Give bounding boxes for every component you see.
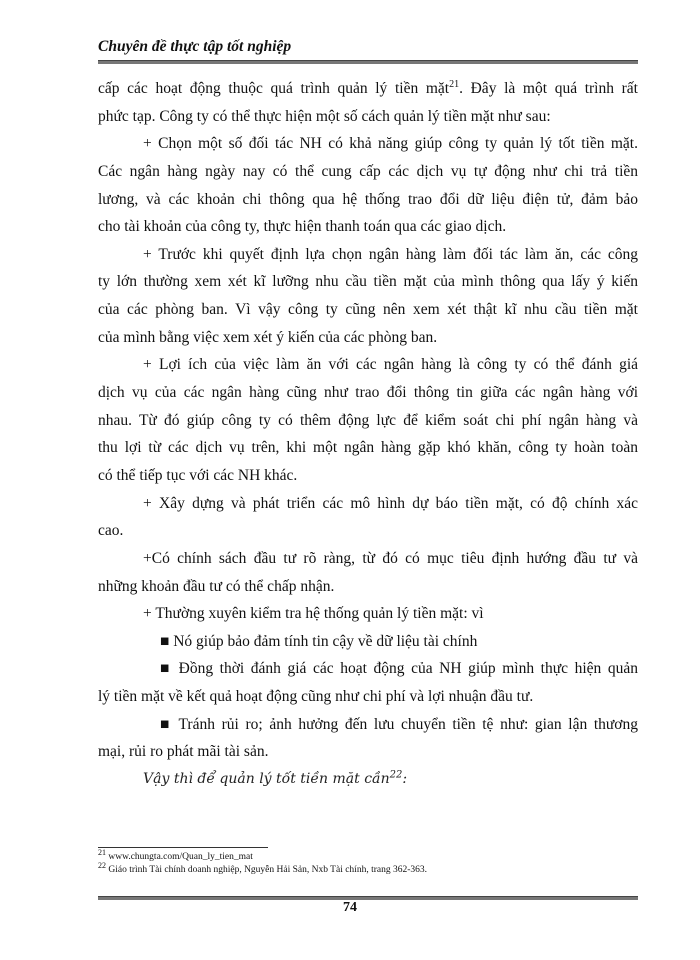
bullet-item: ■ Đồng thời đánh giá các hoạt động của NH giúp mình thực hiện quản (160, 660, 638, 678)
text-line: lý tiền mặt về kết quả hoạt động cũng như chi phí và lợi nhuận đầu tư. (98, 688, 534, 706)
text-line: những khoản đầu tư có thể chấp nhận. (98, 577, 335, 595)
footnote-text: Giáo trình Tài chính doanh nghiệp, Nguyễn Hải Sản, Nxb Tài chính, trang 362-363. (108, 865, 428, 875)
header-rule (98, 60, 638, 64)
line-text: : (402, 771, 408, 788)
text-line: dịch vụ của các ngân hàng cũng như trao đổi thông tin giữa các ngân hàng với (98, 384, 638, 402)
text-line: +Có chính sách đầu tư rõ ràng, từ đó có mục tiêu định hướng đầu tư và (143, 549, 638, 567)
body-text (98, 75, 638, 794)
text-line: + Trước khi quyết định lựa chọn ngân hàng làm đối tác làm ăn, các công (143, 245, 638, 263)
page-number: 74 (343, 900, 357, 915)
footnote-ref[interactable]: 21 (449, 78, 460, 90)
footnote-number: 21 (98, 847, 106, 857)
text-line: + Chọn một số đối tác NH có khả năng giúp công ty quản lý tốt tiền mặt. (143, 135, 638, 153)
text-line (98, 75, 638, 103)
text-line: có thể tiếp tục với các NH khác. (98, 466, 298, 484)
text-line: nhau. Từ đó giúp công ty có thêm động lực để kiểm soát chi phí ngân hàng và (98, 411, 638, 429)
text-line: + Thường xuyên kiểm tra hệ thống quản lý tiền mặt: vì (143, 605, 484, 623)
bullet-item: ■ Nó giúp bảo đảm tính tin cậy về dữ liệu tài chính (160, 632, 478, 650)
running-header: Chuyên đề thực tập tốt nghiệp (98, 38, 292, 55)
text-line: + Lợi ích của việc làm ăn với các ngân hàng là công ty có thể đánh giá (143, 356, 638, 374)
line-text: Vậy thì để quản lý tốt tiền mặt cần (143, 771, 390, 788)
line-text: . Đây là một quá trình rất (459, 80, 638, 97)
footnote-number: 22 (98, 860, 106, 870)
footnote (98, 847, 253, 862)
line-text: cấp các hoạt động thuộc quá trình quản lý tiền mặt (98, 80, 450, 97)
text-line: thu lợi từ các dịch vụ trên, khi một ngân hàng gặp khó khăn, công ty hoàn toàn (98, 439, 638, 457)
text-line: ty lớn thường xem xét kĩ lưỡng nhu cầu tiền mặt của mình thông qua lấy ý kiến (98, 273, 638, 291)
footnote-separator (98, 847, 268, 848)
text-line: phức tạp. Công ty có thể thực hiện một số cách quản lý tiền mặt như sau: (98, 107, 551, 125)
text-line: của các phòng ban. Vì vậy công ty cũng nên xem xét thật kĩ nhu cầu tiền mặt (98, 301, 638, 319)
footnote-ref[interactable]: 22 (389, 769, 403, 781)
footnote-text: www.chungta.com/Quan_ly_tien_mat (108, 852, 253, 862)
footnote (98, 860, 428, 875)
text-line: mại, rủi ro phát mãi tài sản. (98, 743, 269, 761)
text-line: cho tài khoản của công ty, thực hiện thanh toán qua các giao dịch. (98, 218, 507, 236)
text-line: lương, và các khoản chi thông qua hệ thống trao đổi dữ liệu điện tử, đảm bảo (98, 190, 638, 208)
text-line: cao. (98, 522, 124, 540)
bullet-item: ■ Tránh rủi ro; ảnh hưởng đến lưu chuyển tiền tệ như: gian lận thương (160, 715, 638, 733)
text-line: + Xây dựng và phát triển các mô hình dự báo tiền mặt, có độ chính xác (143, 494, 638, 512)
text-line: Các ngân hàng ngày nay có thể cung cấp các dịch vụ tự động như chi trả tiền (98, 162, 638, 180)
text-line (98, 766, 638, 794)
text-line: của mình bằng việc xem xét ý kiến của các phòng ban. (98, 328, 438, 346)
